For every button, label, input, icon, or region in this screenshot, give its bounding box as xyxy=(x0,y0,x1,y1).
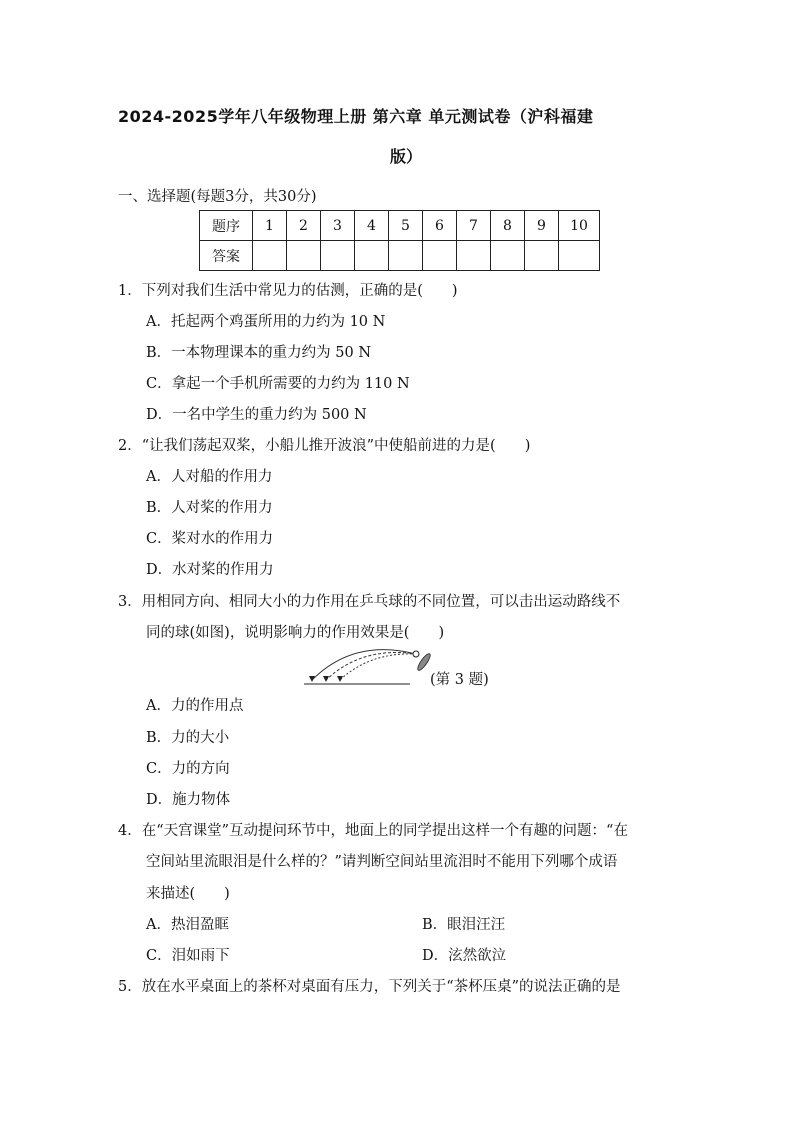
question-1-stem: 1．下列对我们生活中常见力的估测，正确的是( ) xyxy=(118,283,458,299)
question-4-option-a: A．热泪盈眶 xyxy=(146,917,229,933)
exam-title-continued: 版） xyxy=(390,147,423,166)
answer-cell[interactable] xyxy=(457,241,491,271)
figure-caption: (第 3 题) xyxy=(430,672,489,688)
answer-cell[interactable] xyxy=(321,241,355,271)
answer-table xyxy=(199,210,600,271)
answer-cell[interactable] xyxy=(355,241,389,271)
question-number-row xyxy=(200,211,600,241)
arrow-head-3 xyxy=(337,676,343,682)
question-number-cell: 3 xyxy=(321,211,355,241)
answer-cell[interactable] xyxy=(389,241,423,271)
trajectory-1 xyxy=(312,650,416,680)
answer-cell[interactable] xyxy=(491,241,525,271)
question-1-option-a: A．托起两个鸡蛋所用的力约为 10 N xyxy=(146,314,386,330)
answer-cell[interactable] xyxy=(287,241,321,271)
question-number-cell: 2 xyxy=(287,211,321,241)
arrow-head-1 xyxy=(309,676,315,682)
question-number-cell: 8 xyxy=(491,211,525,241)
question-4-stem: 4．在“天宫课堂”互动提问环节中，地面上的同学提出这样一个有趣的问题：“在 xyxy=(118,823,628,839)
answer-cell[interactable] xyxy=(423,241,457,271)
question-number-cell: 6 xyxy=(423,211,457,241)
question-1-option-c: C．拿起一个手机所需要的力约为 110 N xyxy=(146,376,410,392)
question-2-stem: 2．“让我们荡起双桨，小船儿推开波浪”中使船前进的力是( ) xyxy=(118,438,531,454)
question-4-stem-end: 来描述( ) xyxy=(146,886,230,902)
question-3-option-d: D．施力物体 xyxy=(146,792,231,808)
question-1-option-d: D．一名中学生的重力约为 500 N xyxy=(146,407,367,423)
trajectory-2 xyxy=(326,652,416,680)
row-label-number: 题序 xyxy=(200,211,253,241)
answer-cell[interactable] xyxy=(559,241,600,271)
trajectory-3 xyxy=(340,654,416,680)
row-label-answer: 答案 xyxy=(200,241,253,271)
answer-row xyxy=(200,241,600,271)
question-number-cell: 4 xyxy=(355,211,389,241)
question-number-cell: 9 xyxy=(525,211,559,241)
question-number-cell: 7 xyxy=(457,211,491,241)
question-4-option-d: D．泫然欲泣 xyxy=(422,948,507,964)
ball-icon xyxy=(413,651,419,657)
question-3-stem: 3．用相同方向、相同大小的力作用在乒乓球的不同位置，可以击出运动路线不 xyxy=(118,594,621,610)
ping-pong-trajectory-figure xyxy=(304,646,434,690)
question-5-stem: 5．放在水平桌面上的茶杯对桌面有压力，下列关于“茶杯压桌”的说法正确的是 xyxy=(118,979,621,995)
question-number-cell: 5 xyxy=(389,211,423,241)
question-number-cell: 1 xyxy=(253,211,287,241)
question-3-option-a: A．力的作用点 xyxy=(146,698,244,714)
question-4-option-b: B．眼泪汪汪 xyxy=(422,917,506,933)
exam-title: 2024-2025学年八年级物理上册 第六章 单元测试卷（沪科福建 xyxy=(118,107,594,126)
question-2-option-d: D．水对桨的作用力 xyxy=(146,562,274,578)
answer-cell[interactable] xyxy=(525,241,559,271)
question-3-option-b: B．力的大小 xyxy=(146,730,230,746)
question-3-stem-continued: 同的球(如图)，说明影响力的作用效果是( ) xyxy=(146,625,445,641)
question-2-option-a: A．人对船的作用力 xyxy=(146,469,273,485)
question-2-option-b: B．人对桨的作用力 xyxy=(146,500,273,516)
arrow-head-2 xyxy=(323,676,329,682)
question-2-option-c: C．桨对水的作用力 xyxy=(146,531,274,547)
question-number-cell: 10 xyxy=(559,211,600,241)
section-heading: 一、选择题(每题3分，共30分) xyxy=(118,189,317,205)
question-3-option-c: C．力的方向 xyxy=(146,761,230,777)
question-4-stem-continued: 空间站里流眼泪是什么样的？”请判断空间站里流泪时不能用下列哪个成语 xyxy=(146,854,618,870)
answer-cell[interactable] xyxy=(253,241,287,271)
question-1-option-b: B．一本物理课本的重力约为 50 N xyxy=(146,345,372,361)
question-4-option-c: C．泪如雨下 xyxy=(146,948,230,964)
